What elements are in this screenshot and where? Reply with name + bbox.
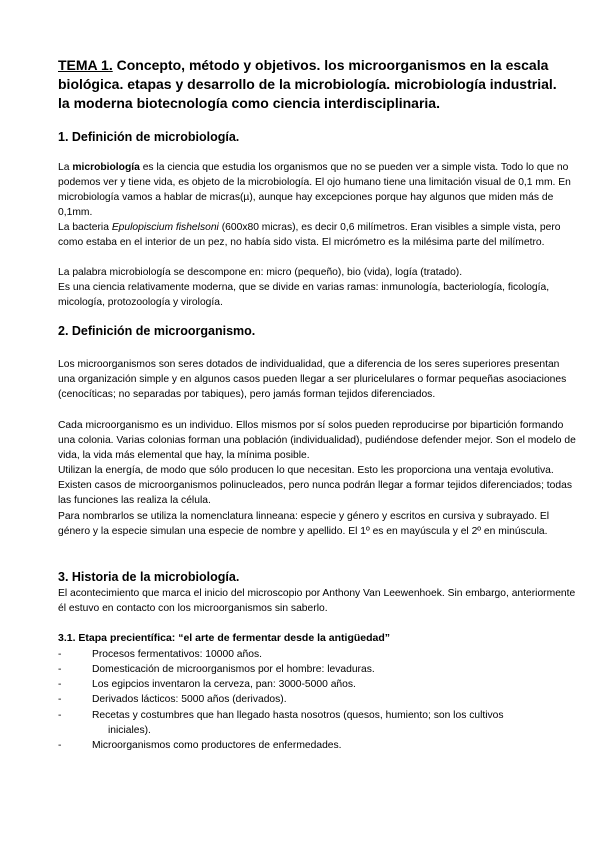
s1-p1-pre: La (58, 162, 73, 173)
section-3-paragraph-1: El acontecimiento que marca el inicio del microscopio por Anthony Van Leewenhoek. Sin embargo, anteriormente él estuvo en contacto con los microorganismos sin saberlo. (58, 588, 576, 615)
section-1-paragraph-3: La palabra microbiología se descompone en: micro (pequeño), bio (vida), logía (tratado). (58, 267, 463, 278)
section-2-paragraph-4: Para nombrarlos se utiliza la nomenclatura linneana: especie y género y escritos en cursiva y subrayado. El género y la especie simulan una especie de nombre y apellido. El 1º es en mayúscula y el 2º en minúscula. (58, 511, 550, 538)
list-item-text: Procesos fermentativos: 10000 años. (92, 649, 262, 660)
list-bullet: - (58, 710, 62, 721)
s1-p2-pre: La bacteria (58, 222, 112, 233)
section-2-paragraph-1: Los microorganismos son seres dotados de individualidad, que a diferencia de los seres superiores presentan una organización simple y en algunos casos pueden llegar a ser pluricelulares o formar pequeñas asociaciones (cenocíticas; no separadas por tabiques), pero jamás forman tejidos diferenciados. (58, 359, 567, 401)
section-1-paragraph-1 (58, 160, 578, 220)
section-1-paragraph-4: Es una ciencia relativamente moderna, que se divide en varias ramas: inmunología, bacteriología, ficología, micología, protozoología y virología. (58, 282, 550, 309)
list-item-text: Los egipcios inventaron la cerveza, pan: 3000-5000 años. (92, 679, 356, 690)
list-item-text: Recetas y costumbres que han llegado hasta nosotros (quesos, humiento; son los cultivos (92, 710, 504, 721)
section-3-1-heading: 3.1. Etapa precientífica: “el arte de fermentar desde la antigüedad” (58, 632, 391, 644)
s1-p1-bold-term: microbiología (72, 162, 140, 173)
section-2-paragraph-2: Cada microorganismo es un individuo. Ellos mismos por sí solos pueden reproducirse por bipartición formando una colonia. Varias colonias forman una población (individualidad), pudiéndose defender mejor. Son el modelo de vida, la vida más elemental que hay, la mínima posible. (58, 420, 576, 462)
list-bullet: - (58, 664, 62, 675)
document-title (58, 56, 570, 113)
list-item-continuation: iniciales). (108, 725, 151, 736)
list-item-text: Domesticación de microorganismos por el hombre: levaduras. (92, 664, 375, 675)
section-1-heading: 1. Definición de microbiología. (58, 130, 240, 144)
title-tema-label: TEMA 1. (58, 57, 113, 73)
section-2-heading: 2. Definición de microorganismo. (58, 324, 256, 338)
list-item-text: Derivados lácticos: 5000 años (derivados). (92, 694, 287, 705)
list-bullet: - (58, 679, 62, 690)
section-2-paragraph-3: Utilizan la energía, de modo que sólo producen lo que necesitan. Esto les proporciona una ventaja evolutiva. Existen casos de microorganismos polinucleados, pero nunca podrán llegar a formar tejidos diferenciados; todas las funciones las realiza la célula. (58, 465, 572, 507)
list-item-text: Microorganismos como productores de enfermedades. (92, 740, 342, 751)
s1-p2-species-name: Epulopiscium fishelsoni (111, 222, 219, 233)
s1-p1-post: es la ciencia que estudia los organismos que no se pueden ver a simple vista. Todo lo que no podemos ver y tiene vida, es objeto de la microbiología. El ojo humano tiene una limitación visual de 0,1 mm. En microbiología vamos a hablar de micras(µ), aunque hay excepciones porque hay algunos que miden más de 0,1mm. (58, 162, 571, 219)
section-1-paragraph-2 (58, 220, 578, 250)
list-bullet: - (58, 694, 62, 705)
section-3-heading: 3. Historia de la microbiología. (58, 570, 240, 584)
s1-p2-post: (600x80 micras), es decir 0,6 milímetros. Eran visibles a simple vista, pero como estaba en el interior de un pez, no había sido vista. El micrómetro es la milésima parte del milímetro. (58, 222, 561, 249)
list-bullet: - (58, 649, 62, 660)
title-text: Concepto, método y objetivos. los microorganismos en la escala biológica. etapas y desarrollo de la microbiología. microbiología industrial. la moderna biotecnología como ciencia interdisciplinaria. (58, 57, 557, 111)
list-bullet: - (58, 740, 62, 751)
